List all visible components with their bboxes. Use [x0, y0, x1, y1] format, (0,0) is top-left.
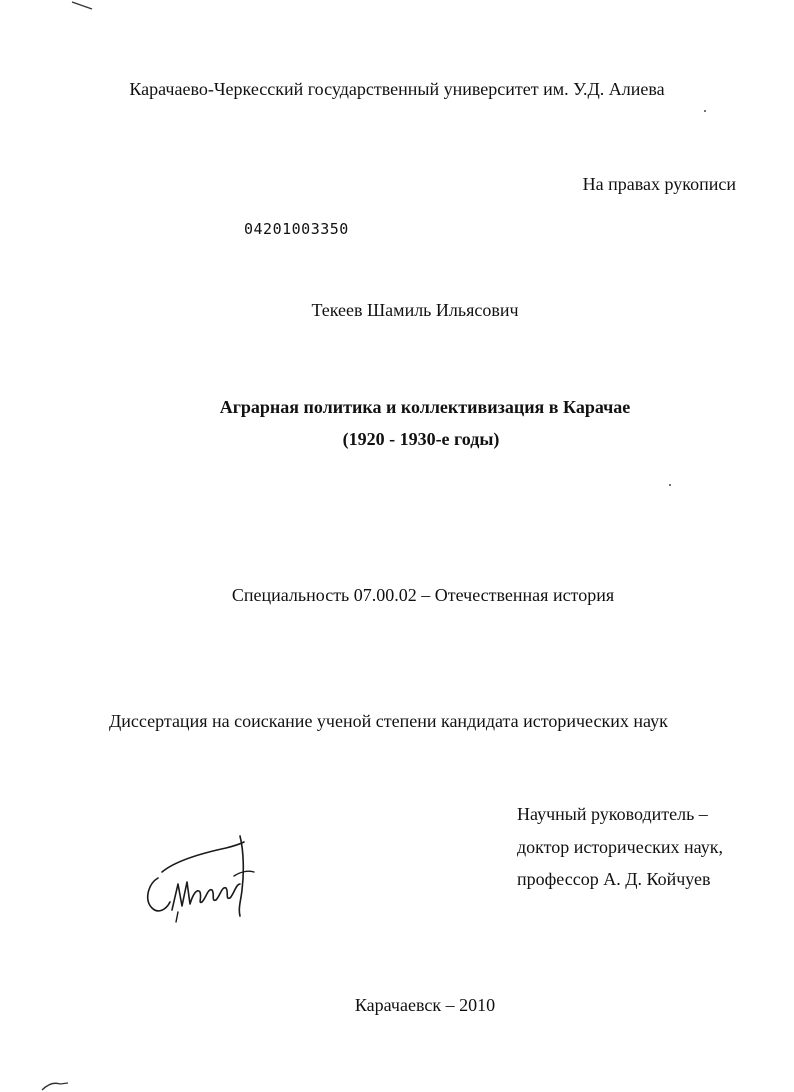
- author-signature: [140, 832, 260, 924]
- supervisor-role: Научный руководитель –: [517, 804, 708, 824]
- rights-notice: На правах рукописи: [582, 174, 736, 194]
- scan-speck: [669, 484, 671, 486]
- place-and-year: Карачаевск – 2010: [354, 995, 496, 1015]
- scan-artifact-mark: [40, 1078, 70, 1092]
- dissertation-title-line-2: (1920 - 1930-е годы): [342, 429, 500, 449]
- institution-name: Карачаево-Черкесский государственный университет им. У.Д. Алиева: [129, 79, 665, 99]
- author-name: Текеев Шамиль Ильясович: [311, 300, 519, 320]
- specialty-line: Специальность 07.00.02 – Отечественная история: [231, 585, 615, 605]
- scan-artifact-mark: [70, 0, 94, 12]
- degree-statement: Диссертация на соискание ученой степени кандидата исторических наук: [109, 711, 668, 731]
- supervisor-name: профессор А. Д. Койчуев: [517, 869, 711, 889]
- dissertation-title-line-1: Аграрная политика и коллективизация в Карачае: [219, 397, 631, 417]
- supervisor-degree: доктор исторических наук,: [517, 837, 723, 857]
- scan-speck: [704, 110, 706, 112]
- registration-number-stamp: 04201003350: [244, 220, 349, 238]
